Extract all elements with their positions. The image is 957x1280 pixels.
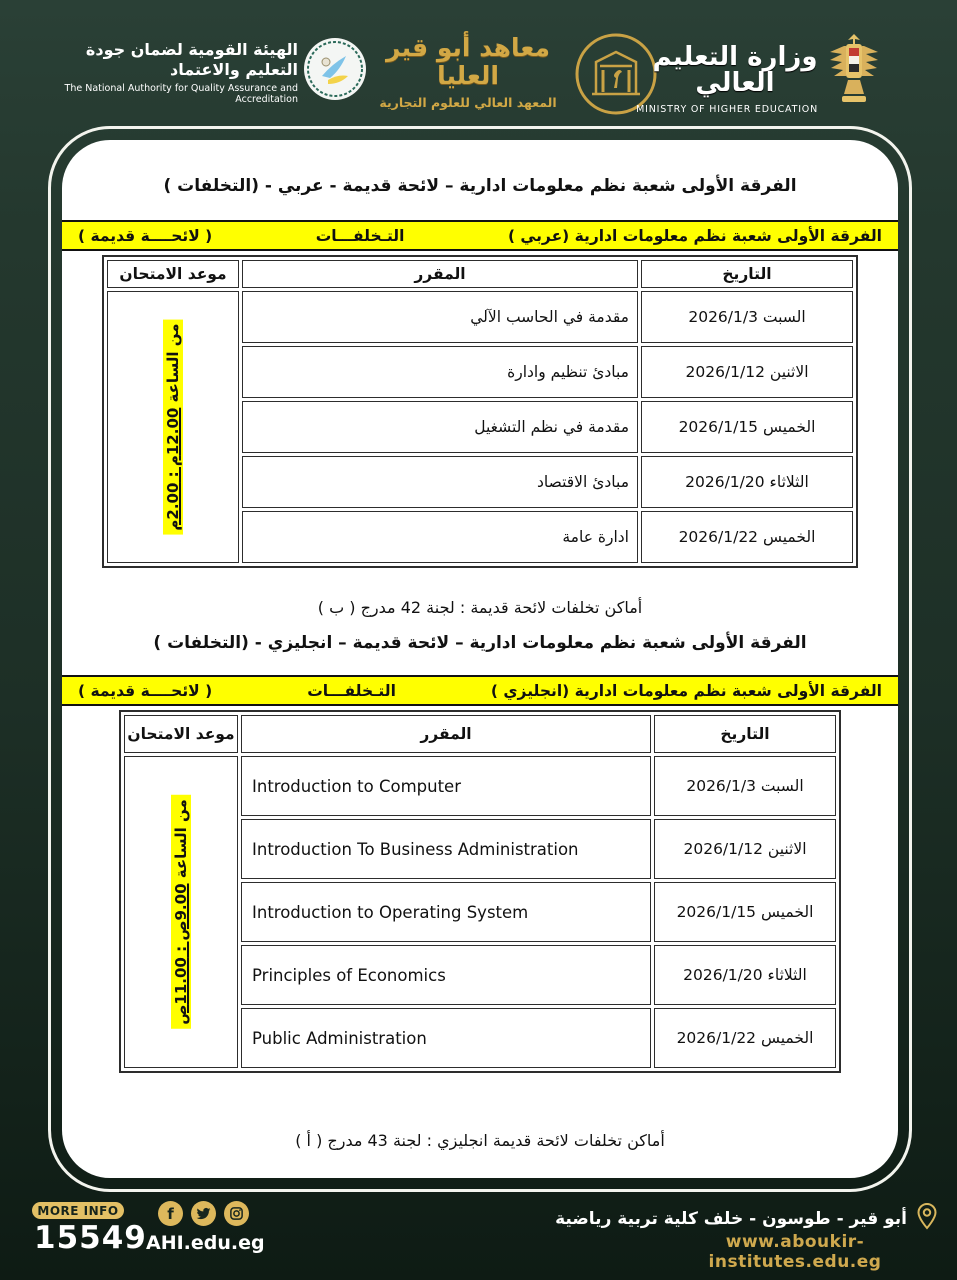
section2-title: الفرقة الأولى شعبة نظم معلومات ادارية – لائحة قديمة – انجليزي - (التخلفات ) — [153, 633, 807, 653]
section2-banner — [62, 675, 898, 706]
institute-name: معاهد أبو قير العليا — [386, 33, 550, 90]
social-icons-row — [158, 1201, 249, 1226]
address-text: أبو قير - طوسون - خلف كلية تربية رياضية — [555, 1208, 907, 1229]
ministry-name-en: MINISTRY OF HIGHER EDUCATION — [636, 104, 818, 115]
hotline-number[interactable]: 15549 — [34, 1220, 147, 1256]
exam-time-cell — [107, 291, 239, 563]
section1-location-note: أماكن تخلفات لائحة قديمة : لجنة 42 مدرج ( ب ) — [317, 598, 643, 617]
instagram-icon[interactable] — [224, 1201, 249, 1226]
exam-course: Public Administration — [241, 1008, 651, 1068]
location-pin-icon — [915, 1202, 939, 1235]
arabic-exam-table — [102, 255, 858, 568]
ministry-block — [636, 42, 818, 115]
section1-banner — [62, 220, 898, 251]
institute-subtitle: المعهد العالي للعلوم التجارية — [379, 95, 557, 110]
full-website-link[interactable]: www.aboukir-institutes.edu.eg — [708, 1232, 882, 1272]
exam-course: مبادئ الاقتصاد — [242, 456, 638, 508]
column-header-date: التاريخ — [654, 715, 836, 753]
section1-banner-center: التـخلفـــات — [315, 226, 405, 245]
schedule-document-card — [62, 140, 898, 1178]
section2-banner-left: ( لائحــــة قديمة ) — [78, 681, 213, 700]
exam-course: Principles of Economics — [241, 945, 651, 1005]
exam-date: الاثنين 2026/1/12 — [654, 819, 836, 879]
section2-banner-right: الفرقة الأولى شعبة نظم معلومات ادارية (انجليزي ) — [490, 681, 882, 700]
exam-course: ادارة عامة — [242, 511, 638, 563]
address-block — [555, 1202, 939, 1235]
section1-banner-left: ( لائحــــة قديمة ) — [78, 226, 213, 245]
english-exam-table — [119, 710, 841, 1073]
exam-date: السبت 2026/1/3 — [641, 291, 853, 343]
section2-location-note: أماكن تخلفات لائحة قديمة انجليزي : لجنة 43 مدرج ( أ ) — [295, 1131, 665, 1150]
naqaae-title-ar: الهيئة القومية لضمان جودة التعليم والاعتماد — [85, 40, 298, 79]
exam-time-cell — [124, 756, 238, 1068]
ministry-name-ar: وزارة التعليم العالي — [652, 42, 818, 98]
more-info-badge: MORE INFO — [32, 1202, 124, 1219]
naqaae-authority-block — [50, 40, 298, 106]
exam-date: السبت 2026/1/3 — [654, 756, 836, 816]
institute-logo-block — [378, 34, 558, 110]
page-header — [0, 0, 957, 140]
exam-course: مبادئ تنظيم وادارة — [242, 346, 638, 398]
short-website-link[interactable]: AHI.edu.eg — [146, 1232, 265, 1254]
exam-course: Introduction To Business Administration — [241, 819, 651, 879]
exam-course: Introduction to Computer — [241, 756, 651, 816]
column-header-time: موعد الامتحان — [124, 715, 238, 753]
exam-date: الثلاثاء 2026/1/20 — [641, 456, 853, 508]
naqaae-title-en: The National Authority for Quality Assurance and Accreditation — [64, 83, 298, 106]
facebook-icon[interactable]: f — [158, 1201, 183, 1226]
column-header-time: موعد الامتحان — [107, 260, 239, 288]
column-header-date: التاريخ — [641, 260, 853, 288]
exam-date: الاثنين 2026/1/12 — [641, 346, 853, 398]
exam-date: الخميس 2026/1/22 — [641, 511, 853, 563]
exam-date: الخميس 2026/1/15 — [641, 401, 853, 453]
column-header-course: المقرر — [242, 260, 638, 288]
exam-time-note: من الساعة 9.00ص : 11.00ص — [171, 795, 191, 1029]
section1-banner-right: الفرقة الأولى شعبة نظم معلومات ادارية (عربي ) — [507, 226, 882, 245]
exam-date: الخميس 2026/1/15 — [654, 882, 836, 942]
page-footer — [0, 1188, 957, 1280]
exam-time-note: من الساعة 12.00م : 2.00م — [163, 319, 183, 534]
twitter-icon[interactable] — [191, 1201, 216, 1226]
table-row — [107, 291, 853, 343]
naqaae-logo-icon — [302, 36, 368, 102]
section2-banner-center: التـخلفـــات — [307, 681, 396, 700]
column-header-course: المقرر — [241, 715, 651, 753]
exam-date: الثلاثاء 2026/1/20 — [654, 945, 836, 1005]
exam-course: مقدمة في الحاسب الآلي — [242, 291, 638, 343]
table-row — [124, 756, 836, 816]
exam-date: الخميس 2026/1/22 — [654, 1008, 836, 1068]
exam-course: مقدمة في نظم التشغيل — [242, 401, 638, 453]
section1-title: الفرقة الأولى شعبة نظم معلومات ادارية – لائحة قديمة - عربي - (التخلفات ) — [163, 176, 797, 196]
egypt-eagle-emblem-icon — [822, 28, 886, 114]
exam-course: Introduction to Operating System — [241, 882, 651, 942]
